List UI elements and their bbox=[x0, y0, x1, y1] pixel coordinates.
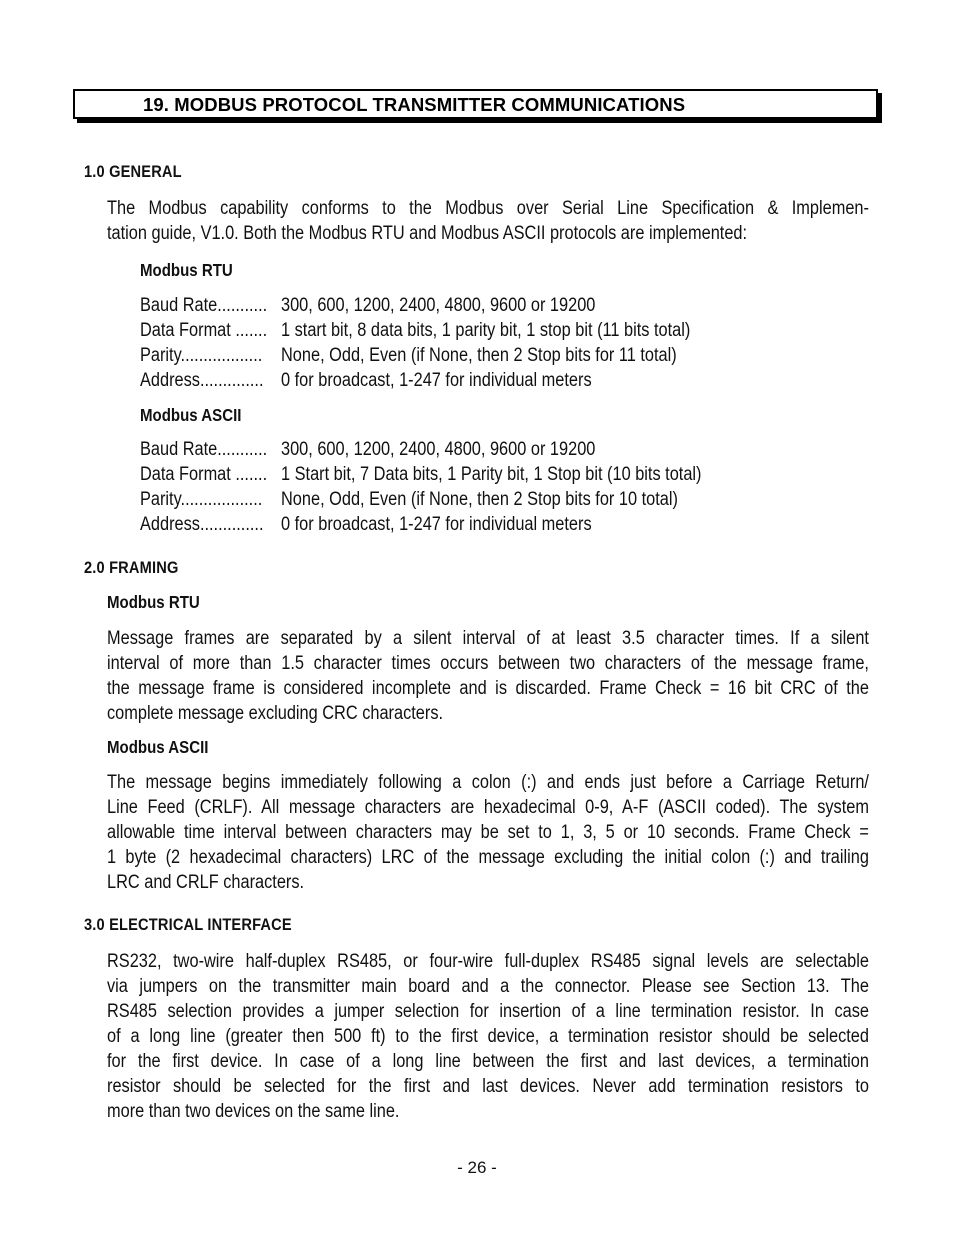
spec-label: Baud Rate........... bbox=[140, 439, 268, 460]
electrical-paragraph bbox=[107, 949, 869, 1124]
spec-value: None, Odd, Even (if None, then 2 Stop bits for 11 total) bbox=[281, 345, 677, 366]
paragraph-line: the message frame is considered incomplete and is discarded. Frame Check = 16 bit CRC of the bbox=[107, 678, 869, 699]
paragraph-line: 1 byte (2 hexadecimal characters) LRC of the message excluding the initial colon (:) and trailing bbox=[107, 847, 869, 868]
spec-value: 300, 600, 1200, 2400, 4800, 9600 or 19200 bbox=[281, 295, 596, 316]
paragraph-line: tation guide, V1.0. Both the Modbus RTU and Modbus ASCII protocols are implemented: bbox=[107, 223, 748, 244]
spec-value: 1 start bit, 8 data bits, 1 parity bit, 1 stop bit (11 bits total) bbox=[281, 320, 691, 341]
spec-label: Address.............. bbox=[140, 370, 264, 391]
page-number: - 26 - bbox=[457, 1158, 497, 1177]
framing-rtu-paragraph bbox=[107, 626, 869, 726]
paragraph-line: RS485 selection provides a jumper selection for insertion of a line termination resistor. In case bbox=[107, 1001, 869, 1022]
heading-electrical-interface: 3.0 ELECTRICAL INTERFACE bbox=[84, 915, 292, 934]
heading-framing-modbus-rtu: Modbus RTU bbox=[107, 592, 200, 612]
heading-modbus-ascii-specs: Modbus ASCII bbox=[140, 405, 242, 425]
paragraph-line: resistor should be selected for the first and last devices. Never add termination resistors to bbox=[107, 1076, 869, 1097]
paragraph-line: Line Feed (CRLF). All message characters are hexadecimal 0-9, A-F (ASCII coded). The system bbox=[107, 797, 869, 818]
paragraph-line: allowable time interval between characters may be set to 1, 3, 5 or 10 seconds. Frame Check = bbox=[107, 822, 869, 843]
paragraph-line: LRC and CRLF characters. bbox=[107, 872, 305, 893]
heading-framing-modbus-ascii: Modbus ASCII bbox=[107, 737, 209, 757]
heading-general: 1.0 GENERAL bbox=[84, 162, 182, 181]
paragraph-line: complete message excluding CRC characters. bbox=[107, 703, 444, 724]
spec-value: 1 Start bit, 7 Data bits, 1 Parity bit, 1 Stop bit (10 bits total) bbox=[281, 464, 702, 485]
spec-value: 300, 600, 1200, 2400, 4800, 9600 or 19200 bbox=[281, 439, 596, 460]
spec-label: Data Format ....... bbox=[140, 464, 268, 485]
heading-framing: 2.0 FRAMING bbox=[84, 558, 179, 577]
section-title-box bbox=[73, 89, 878, 119]
general-intro-paragraph bbox=[107, 196, 869, 246]
paragraph-line: interval of more than 1.5 character times occurs between two characters of the message frame, bbox=[107, 653, 869, 674]
spec-label: Address.............. bbox=[140, 514, 264, 535]
paragraph-line: RS232, two-wire half-duplex RS485, or four-wire full-duplex RS485 signal levels are selectable bbox=[107, 951, 869, 972]
paragraph-line: of a long line (greater then 500 ft) to the first device, a termination resistor should be selected bbox=[107, 1026, 869, 1047]
spec-label: Parity.................. bbox=[140, 489, 263, 510]
paragraph-line: via jumpers on the transmitter main board and a the connector. Please see Section 13. The bbox=[107, 976, 869, 997]
spec-label: Baud Rate........... bbox=[140, 295, 268, 316]
spec-value: 0 for broadcast, 1-247 for individual meters bbox=[281, 514, 592, 535]
heading-modbus-rtu-specs: Modbus RTU bbox=[140, 260, 233, 280]
spec-label: Data Format ....... bbox=[140, 320, 268, 341]
paragraph-line: The message begins immediately following a colon (:) and ends just before a Carriage Return/ bbox=[107, 772, 869, 793]
spec-label: Parity.................. bbox=[140, 345, 263, 366]
paragraph-line: more than two devices on the same line. bbox=[107, 1101, 400, 1122]
paragraph-line: Message frames are separated by a silent interval of at least 3.5 character times. If a silent bbox=[107, 628, 869, 649]
spec-value: 0 for broadcast, 1-247 for individual meters bbox=[281, 370, 592, 391]
paragraph-line: for the first device. In case of a long line between the first and last devices, a termination bbox=[107, 1051, 869, 1072]
section-title: 19. MODBUS PROTOCOL TRANSMITTER COMMUNICATIONS bbox=[143, 94, 686, 115]
framing-ascii-paragraph bbox=[107, 770, 869, 895]
paragraph-line: The Modbus capability conforms to the Modbus over Serial Line Specification & Implemen- bbox=[107, 198, 869, 219]
spec-value: None, Odd, Even (if None, then 2 Stop bits for 10 total) bbox=[281, 489, 678, 510]
